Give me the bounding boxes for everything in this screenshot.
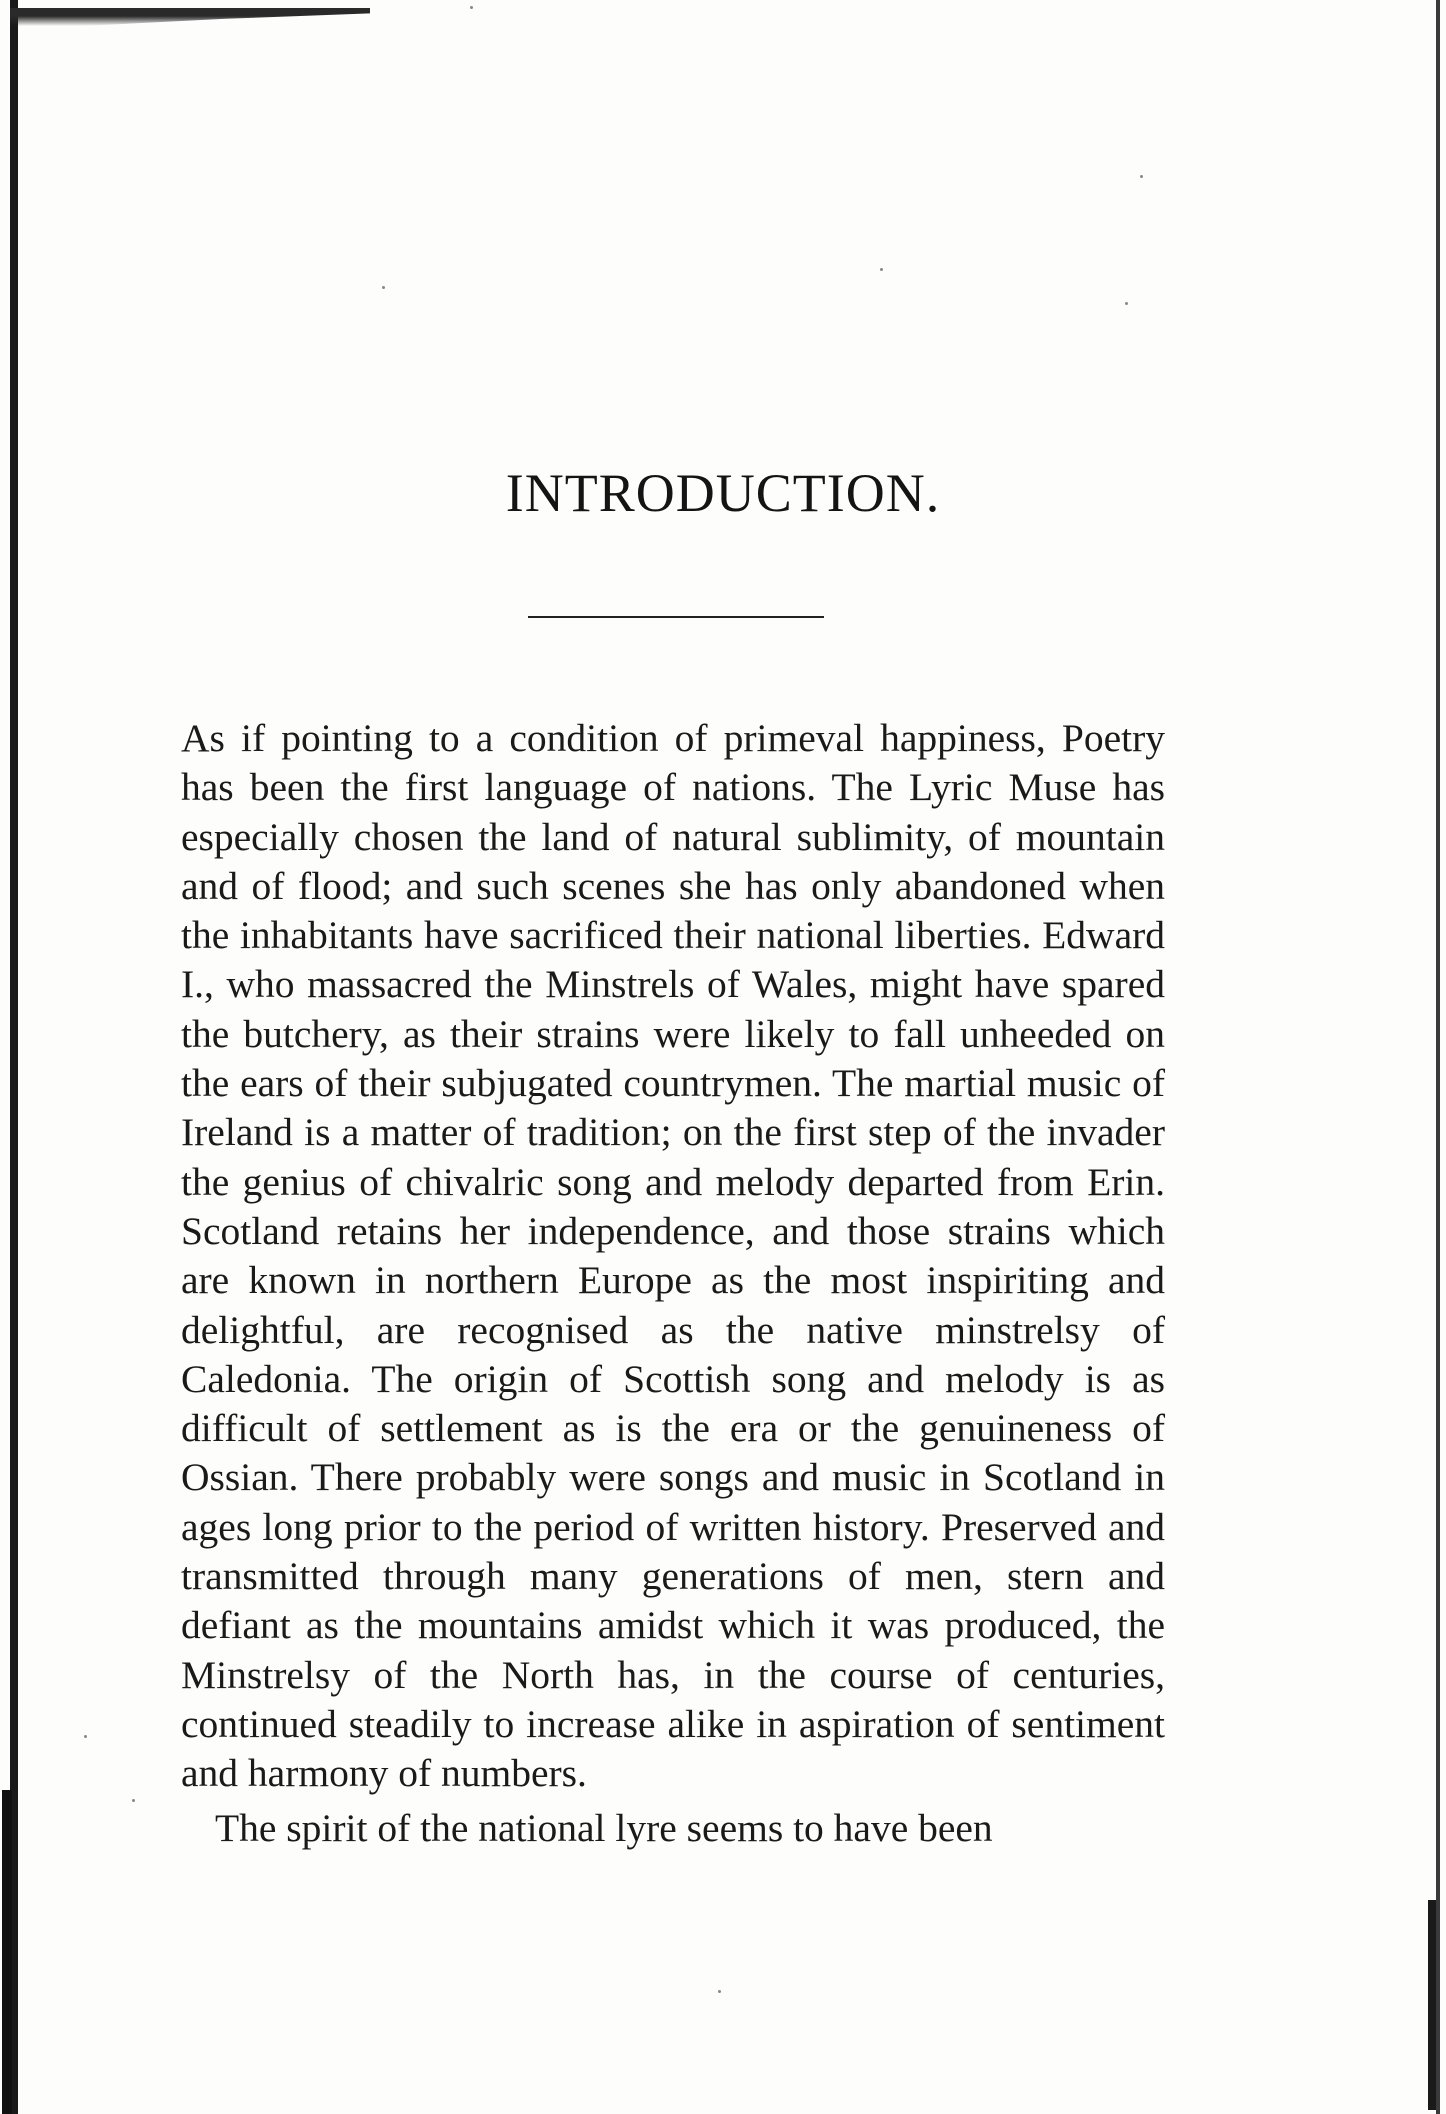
scan-speck — [880, 268, 883, 271]
paragraph-1: As if pointing to a condition of primeval happiness, Poetry has been the first language of nations. The Lyric Muse has especially chosen the land of natural sublimity, of mountain and of flood; and such scenes she has only abandoned when the inhabitants have sacrificed their national liberties. Edward I., who massacred the Minstrels of Wales, might have spared the butchery, as their strains were likely to fall unheeded on the ears of their subjugated countrymen. The martial music of Ireland is a matter of tradition; on the first step of the invader the genius of chivalric song and melody departed from Erin. Scotland retains her independence, and those strains which are known in northern Europe as the most inspiriting and delightful, are recognised as the native minstrelsy of Caledonia. The origin of Scottish song and melody is as difficult of settlement as is the era or the genuineness of Ossian. There probably were songs and music in Scotland in ages long prior to the period of written history. Preserved and transmitted through many generations of men, stern and defiant as the mountains amidst which it was produced, the Minstrelsy of the North has, in the course of centuries, continued steadily to increase alike in aspiration of sentiment and harmony of numbers. — [181, 716, 1165, 1796]
body-text — [181, 714, 1165, 1853]
binding-edge-top-smudge — [10, 8, 370, 26]
paragraph-2: The spirit of the national lyre seems to have been — [215, 1805, 993, 1850]
page-edge-right-lower — [1428, 1900, 1436, 2110]
scan-speck — [470, 6, 473, 9]
page-edge-right — [1436, 0, 1440, 2114]
scan-speck — [84, 1735, 87, 1738]
title-rule — [528, 616, 824, 618]
scan-speck — [132, 1799, 135, 1802]
scan-speck — [382, 286, 385, 289]
scan-speck — [718, 1990, 721, 1993]
scan-speck — [1125, 302, 1128, 305]
chapter-title: INTRODUCTION. — [505, 463, 941, 523]
scan-speck — [1140, 175, 1143, 178]
binding-edge-left-lower — [2, 1790, 12, 2114]
